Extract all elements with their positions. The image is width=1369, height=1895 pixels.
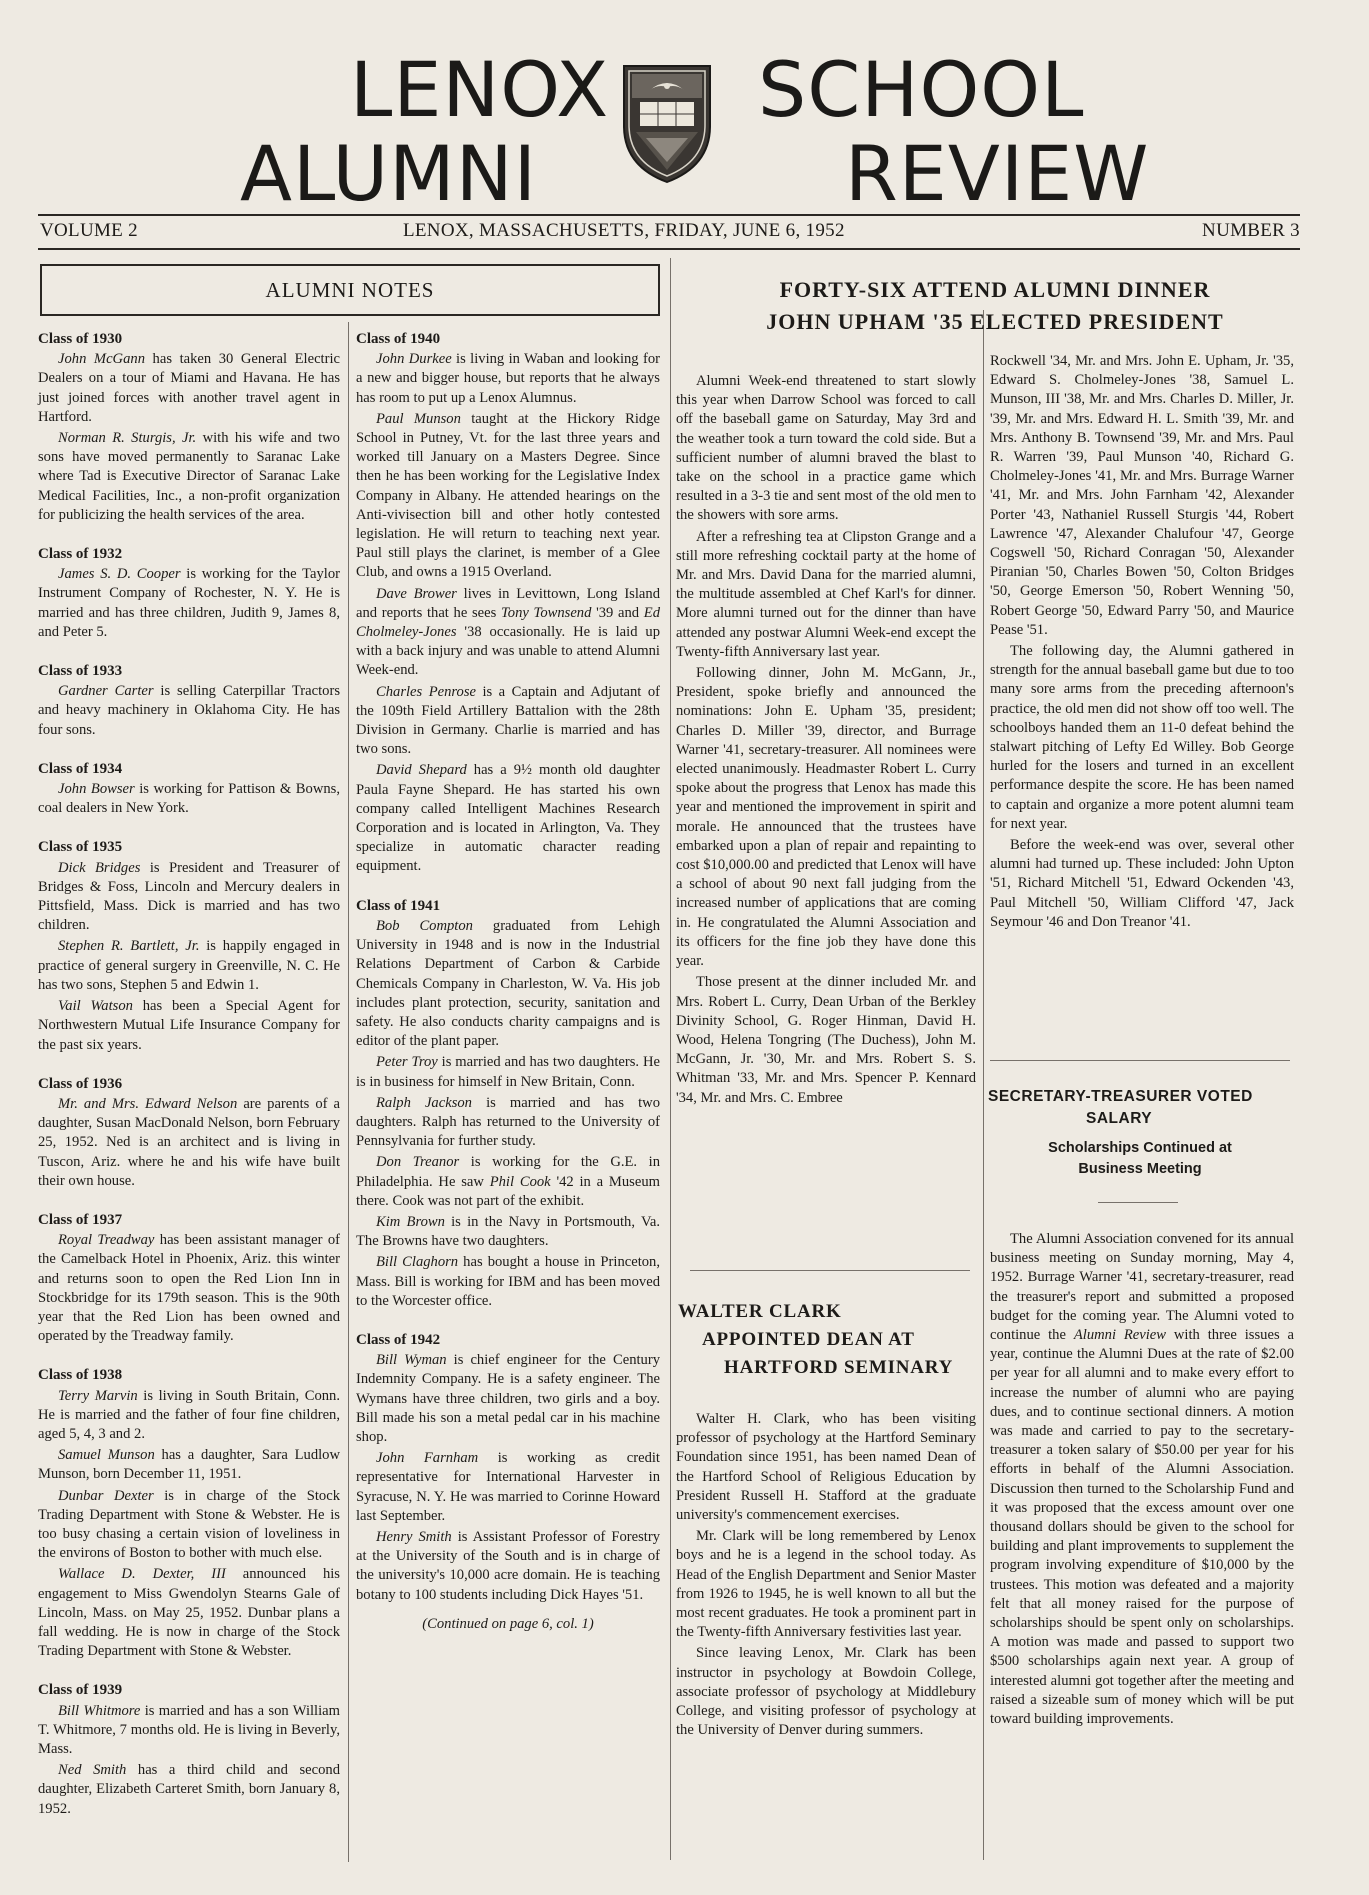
note-text: announced his engagement to Miss Gwendolyn Stearns Gale of Lincoln, Mass. on May 25, 1952. Dunbar plans a fall wedding. He is now in charge of the Stock Trading Department with Stone & Webster. (38, 1566, 340, 1660)
alumnus-name: David Shepard (376, 762, 467, 779)
class-heading: Class of 1939 (38, 1682, 123, 1699)
article-paragraph: The following day, the Alumni gathered in strength for the annual baseball game but due to too many sore arms from the preceding afternoon's practice, the old men did not show off too well. The schoolboys handed them an 11-0 defeat behind the stalwart pitching of Lefty Ed Willey. Bob George hurled for the losers and turned in an excellent performance despite the score. He has been named to captain and organize a more potent alumni team for next year. (990, 643, 1294, 832)
article-paragraph: Those present at the dinner included Mr. and Mrs. Robert L. Curry, Dean Urban of the Berkley Divinity School, G. Roger Hinman, David H. Wood, Helena Tongring (The Duchess), John M. McGann, Jr. '30, Mr. and Mrs. Robert S. S. Whitman '33, Mr. and Mrs. Spencer P. Kennard '34, Mr. and Mrs. C. Embree (676, 974, 976, 1106)
dateline (38, 214, 1300, 250)
alumnus-name: Bill Claghorn (376, 1254, 459, 1271)
place-date: LENOX, MASSACHUSETTS, FRIDAY, JUNE 6, 1952 (403, 220, 845, 241)
masthead-school: SCHOOL (758, 45, 1085, 134)
class-heading: Class of 1936 (38, 1075, 123, 1092)
masthead-lenox: LENOX (350, 45, 610, 134)
class-heading: Class of 1940 (356, 331, 441, 347)
note-text: is married and has a son William T. Whitmore, 7 months old. He is living in Beverly, Mass. (38, 1702, 340, 1757)
note-paragraph (356, 1053, 660, 1091)
continued-text: (Continued on page 6, col. 1) (422, 1615, 594, 1632)
alumnus-name: John Durkee (376, 351, 452, 368)
alumnus-name: Ed Cholmeley-Jones (356, 604, 660, 641)
note-text: is married and has two daughters. Ralph has returned to the University of Pennsylvania for further study. (356, 1094, 660, 1150)
alumnus-name: Paul Munson (376, 410, 461, 427)
article-text: The Alumni Association convened for its annual business meeting on Sunday morning, May 4, 1952. Burrage Warner '41, secretary-treasurer, read the treasurer's report and submitted a proposed budget for the coming year. The Alumni voted to continue the (990, 1231, 1294, 1344)
alumnus-name: John McGann (58, 351, 145, 368)
alumnus-name: Royal Treadway (58, 1232, 155, 1249)
notes-column-2 (356, 330, 660, 1634)
headline-line-2: JOHN UPHAM '35 ELECTED PRESIDENT (766, 309, 1224, 334)
note-paragraph (38, 1095, 340, 1191)
alumnus-name: Kim Brown (376, 1213, 445, 1230)
class-heading: Class of 1942 (356, 1331, 441, 1348)
clark-head-line-1: WALTER CLARK (678, 1301, 842, 1322)
note-paragraph (38, 682, 340, 740)
note-text: with his wife and two sons have moved permanently to Saranac Lake where Tad is Executive Director of Saranac Lake Medical Facilities, Inc., a non-profit organization for publicizing the health services of the area. (38, 430, 340, 523)
secretary-headline (988, 1086, 1300, 1130)
note-text: lives in Levittown, Long Island and reports that he sees (356, 585, 660, 621)
secretary-article (990, 1230, 1294, 1729)
note-text: is working for the Taylor Instrument Company of Rochester, N. Y. He is married and has three children, Judith 9, James 8, and Peter 5. (38, 566, 340, 640)
note-paragraph (356, 1528, 660, 1605)
note-text: is working for the G.E. in Philadelphia. He saw (356, 1154, 661, 1190)
note-text: '38 occasionally. He is laid up with a back injury and was unable to attend Alumni Week-end. (356, 624, 660, 679)
clark-head-line-3: HARTFORD SEMINARY (724, 1357, 954, 1378)
note-text: is living in South Britain, Conn. He is married and the father of four fine children, aged 5, 4, 3 and 2. (38, 1387, 341, 1442)
note-paragraph (38, 937, 340, 995)
alumnus-name: Bob Compton (376, 917, 473, 934)
note-paragraph (38, 429, 340, 525)
note-text: are parents of a daughter, Susan MacDonald Nelson, born February 25, 1952. Ned is an architect and is living in Tuscon, Ariz. where he and his wife have built their own house. (38, 1095, 341, 1189)
note-paragraph (38, 1565, 340, 1661)
alumnus-name: Norman R. Sturgis, Jr. (58, 430, 197, 447)
note-text: has been a Special Agent for Northwestern Mutual Life Insurance Company for the past six years. (38, 998, 340, 1053)
class-heading: Class of 1941 (356, 897, 441, 914)
note-paragraph (356, 350, 660, 408)
alumnus-name: Henry Smith (376, 1528, 452, 1545)
note-paragraph (356, 917, 660, 1051)
clark-article (676, 1410, 976, 1740)
alumnus-name: Peter Troy (376, 1054, 438, 1071)
alumni-notes-header (40, 264, 660, 316)
article-paragraph: Walter H. Clark, who has been visiting professor of psychology at the Hartford Seminary Foundation since 1951, has been named Dean of the Hartford School of Religious Education by President Russell H. Stafford at the graduate university's commencement exercises. (676, 1411, 976, 1524)
issue-number: NUMBER 3 (1202, 220, 1300, 241)
note-text: '42 in a Museum there. Cook was not part of the exhibit. (356, 1173, 660, 1209)
note-text: is happily engaged in practice of general surgery in Greenville, N. C. He has two sons, Stephen 5 and Edwin 1. (38, 938, 340, 993)
section-divider (990, 1060, 1290, 1061)
alumnus-name: James S. D. Cooper (58, 566, 181, 583)
note-text: taught at the Hickory Ridge School in Putney, Vt. for the last three years and worked till January on a Masters Degree. Since then he has been working for the Legislative Index Company in Albany. He attended hearings on the Anti-vivisection bill and other hotly contested legislation. He will return to teaching next year. Paul still plays the clarinet, is member of a Glee Club, and owns a 1915 Overland. (356, 410, 660, 581)
notes-column-1 (38, 330, 340, 1819)
note-paragraph (38, 1761, 340, 1819)
note-text: has a 9½ month old daughter Paula Fayne Shepard. He has started his own company called Intelligent Machines Research Corporation and is located in Arlington, Va. They specialize in automatic character reading equipment. (356, 762, 660, 875)
note-text: has taken 30 General Electric Dealers on a tour of Miami and Havana. He has just joined forces with another travel agent in Hartford. (38, 351, 340, 425)
note-text: is President and Treasurer of Bridges & Foss, Lincoln and Mercury dealers in Pittsfield, Mass. Dick is married and has two children. (38, 859, 340, 934)
alumnus-name: Bill Whitmore (58, 1702, 141, 1719)
article-paragraph: Mr. Clark will be long remembered by Lenox boys and he is a legend in the school today. As Head of the English Department and Senior Master from 1926 to 1945, he is well known to all but the most recent graduates. He took a prominent part in the Twenty-fifth Anniversary festivities last year. (676, 1528, 976, 1641)
note-paragraph (38, 1487, 340, 1564)
secretary-head-line-2: SALARY (1086, 1110, 1153, 1127)
note-text: has a daughter, Sara Ludlow Munson, born December 11, 1951. (38, 1447, 341, 1483)
alumnus-name: John Bowser (58, 781, 135, 798)
article-paragraph: Before the week-end was over, several other alumni had turned up. These included: John Upton '51, Richard Mitchell '51, Edward Ockenden '43, Paul Mitchell '50, William Clifford '47, Jack Seymour '46 and Don Treanor '41. (990, 837, 1294, 930)
note-text: is working for Pattison & Bowns, coal dealers in New York. (38, 781, 340, 817)
alumnus-name: Dunbar Dexter (58, 1487, 154, 1504)
alumnus-name: Terry Marvin (58, 1387, 138, 1404)
alumnus-name: Phil Cook (489, 1173, 551, 1190)
note-paragraph (356, 1351, 660, 1447)
note-paragraph (356, 585, 660, 681)
section-divider (690, 1270, 970, 1271)
class-heading: Class of 1932 (38, 546, 123, 563)
article-paragraph: After a refreshing tea at Clipston Grange and a still more refreshing cocktail party at the home of Mr. and Mrs. David Dana for the married alumni, the multitude assembled at Chef Karl's for dinner. More alumni turned out for the dinner than have attended any postwar Alumni Week-end except the Twenty-fifth Anniversary last year. (676, 528, 976, 660)
article-text: with three issues a year, continue the Alumni Dues at the rate of $2.00 per year for all alumni and to make every effort to increase the number of alumni who are paying dues, and to continue sectional dinners. A motion was made and carried to pay to the secretary-treasurer a token salary of $50.00 per year for his efforts in behalf of the Alumni Association. Discussion then turned to the Scholarship Fund and it was proposed that the excess amount over one thousand dollars should be given to the school for building and plant improvements to supplement the program involving expenditure of $10,000 by the trustees. This motion was defeated and a majority felt that all money raised for the purpose of scholarships should be spent only on scholarships. A motion was made and passed to support two $500 scholarships again next year. A group of interested alumni got together after the meeting and raised a sizeable sum of money which will be put toward building improvements. (990, 1327, 1294, 1728)
column-rule (348, 322, 349, 1862)
note-text: graduated from Lehigh University in 1948 and is now in the Industrial Relations Department of Carbon & Carbide Chemicals Company in Charleston, W. Va. His job includes plant protection, security, sanitation and safety. He also conducts charity campaigns and is editor of the plant paper. (356, 917, 661, 1050)
note-text: is working as credit representative for International Harvester in Syracuse, N. Y. He was married to Corinne Howard last September. (356, 1450, 660, 1524)
headline-line-1: FORTY-SIX ATTEND ALUMNI DINNER (779, 277, 1211, 302)
note-paragraph (38, 1231, 340, 1346)
alumni-notes-title: ALUMNI NOTES (265, 278, 435, 302)
dinner-article-col-1 (676, 372, 976, 1108)
masthead-alumni: ALUMNI (240, 129, 538, 218)
note-text: has been assistant manager of the Camelback Hotel in Phoenix, Ariz. this winter and returns soon to open the Red Lion Inn in Stockbridge for its 179th season. This is the 90th year that the Red Lion has been owned and operated by the Treadway family. (38, 1232, 341, 1345)
alumnus-name: Wallace D. Dexter, III (58, 1566, 226, 1583)
secretary-subhead (990, 1138, 1290, 1180)
clark-headline (676, 1298, 986, 1382)
article-paragraph (990, 1230, 1294, 1729)
masthead-review: REVIEW (845, 129, 1150, 218)
note-text: is chief engineer for the Century Indemnity Company. He is a safety engineer. The Wymans have three children, two girls and a boy. Bill made his son a metal pedal car in his machine shop. (356, 1352, 660, 1445)
volume-label: VOLUME 2 (40, 220, 138, 241)
note-paragraph (38, 1446, 340, 1484)
secretary-sub-line-2: Business Meeting (1078, 1161, 1202, 1177)
class-heading: Class of 1934 (38, 760, 123, 777)
dinner-headline (690, 274, 1300, 338)
school-crest-icon (618, 62, 716, 184)
article-paragraph: Following dinner, John M. McGann, Jr., President, spoke briefly and announced the nominations: John E. Upham '35, president; Charles D. Miller '39, director, and Burrage Warner '41, secretary-treasurer. All nominees were elected unanimously. Headmaster Robert L. Curry spoke about the progress that Lenox has made this year and mentioned the improvement in spirit and morale. He announced that the trustees have embarked upon a plan of repair and repainting to cost $10,000.00 and predicted that Lenox will have a school of about 90 next fall judging from the increased number of applications that are coming in. He congratulated the Alumni Association and its officers for the fine job they have done this year. (676, 665, 976, 970)
column-rule (670, 258, 671, 1860)
note-paragraph (356, 1153, 660, 1211)
note-text: is a Captain and Adjutant of the 109th Field Artillery Battalion with the 28th Division in Germany. Charlie is married and has two sons. (356, 683, 660, 758)
note-paragraph (38, 565, 340, 642)
note-paragraph (356, 410, 660, 583)
note-text: has a third child and second daughter, Elizabeth Carteret Smith, born January 8, 1952. (38, 1762, 340, 1817)
article-paragraph: Since leaving Lenox, Mr. Clark has been instructor in psychology at Bowdoin College, associate professor of psychology at Middlebury College, and visiting professor of psychology at the University of Denver during summers. (676, 1645, 976, 1739)
note-paragraph (356, 1253, 660, 1311)
note-paragraph (356, 683, 660, 760)
dinner-article-col-2 (990, 352, 1294, 932)
publication-name: Alumni Review (1073, 1327, 1167, 1344)
section-divider (1098, 1202, 1178, 1203)
alumnus-name: Dave Brower (376, 585, 457, 602)
alumnus-name: Samuel Munson (58, 1447, 155, 1464)
note-text: is in the Navy in Portsmouth, Va. The Browns have two daughters. (356, 1213, 660, 1250)
alumnus-name: Mr. and Mrs. Edward Nelson (58, 1095, 238, 1112)
note-paragraph (38, 350, 340, 427)
alumnus-name: Stephen R. Bartlett, Jr. (58, 938, 200, 955)
note-paragraph (38, 1387, 340, 1445)
class-heading: Class of 1938 (38, 1367, 123, 1384)
alumnus-name: Vail Watson (58, 998, 133, 1015)
alumnus-name: Gardner Carter (58, 683, 154, 700)
article-paragraph: Rockwell '34, Mr. and Mrs. John E. Upham, Jr. '35, Edward S. Cholmeley-Jones '38, Samuel L. Munson, III '38, Mr. and Mrs. Charles D. Miller, Jr. '39, Mr. and Mrs. Edward H. L. Smith '39, Mr. and Mrs. Anthony B. Townsend '39, Mr. and Mrs. Paul R. Warren '39, Paul Munson '40, Richard G. Cholmeley-Jones '41, Mr. and Mrs. Burrage Warner '41, Mr. and Mrs. John Farnham '42, Alexander Porter '43, Nathaniel Russell Sturgis '44, Robert Lawrence '47, Alexander Chalufour '47, George Cogswell '50, Richard Conragan '50, Alexander Piranian '50, Charles Bowen '50, Colton Bridges '50, George Emerson '50, Robert Wenning '50, Robert George '50, Edward Parry '50, and Maurice Pease '51. (990, 353, 1294, 638)
note-text: has bought a house in Princeton, Mass. Bill is working for IBM and has been moved to the Worcester office. (356, 1254, 660, 1309)
note-text: is living in Waban and looking for a new and bigger house, but reports that he always has room to put up a Lenox Alumnus. (356, 351, 660, 406)
note-paragraph (356, 761, 660, 876)
masthead (0, 0, 1369, 218)
note-paragraph (356, 1213, 660, 1251)
class-heading: Class of 1935 (38, 839, 123, 856)
secretary-head-line-1: SECRETARY-TREASURER VOTED (988, 1088, 1253, 1105)
class-heading: Class of 1933 (38, 663, 123, 680)
note-paragraph (38, 780, 340, 818)
note-paragraph (38, 997, 340, 1055)
alumnus-name: John Farnham (376, 1450, 479, 1467)
note-text: is in charge of the Stock Trading Department with Stone & Webster. He is too busy chasing a certain vision of loveliness in the environs of Boston to bother with much else. (38, 1487, 341, 1562)
note-text: is Assistant Professor of Forestry at the University of the South and is in charge of the university's 10,000 acre domain. He is teaching botany to 100 students including Dick Hayes '51. (356, 1528, 660, 1603)
note-paragraph (38, 859, 340, 936)
column-rule (983, 310, 984, 1860)
class-heading: Class of 1937 (38, 1211, 123, 1228)
secretary-sub-line-1: Scholarships Continued at (1048, 1140, 1232, 1156)
alumnus-name: Tony Townsend (501, 604, 592, 621)
note-paragraph (356, 1449, 660, 1526)
note-text: is married and has two daughters. He is in business for himself in New Britain, Conn. (356, 1054, 660, 1090)
note-paragraph (356, 1094, 660, 1152)
continued-note (356, 1615, 660, 1634)
note-text: is selling Caterpillar Tractors and heavy machinery in Oklahoma City. He has four sons. (38, 683, 340, 738)
alumnus-name: Ralph Jackson (376, 1094, 472, 1111)
alumnus-name: Ned Smith (58, 1762, 127, 1779)
article-paragraph: Alumni Week-end threatened to start slowly this year when Darrow School was forced to call off the baseball game on Saturday, May 3rd and the weather took a turn toward the cold side. But a sufficient number of alumni braved the blast to take on the school in a practice game which resulted in a 3-3 tie and sent most of the old men to the showers with sore arms. (676, 373, 976, 524)
alumnus-name: Charles Penrose (376, 683, 476, 700)
clark-head-line-2: APPOINTED DEAN AT (702, 1329, 915, 1350)
note-paragraph (38, 1702, 340, 1760)
alumnus-name: Bill Wyman (376, 1352, 447, 1369)
alumnus-name: Don Treanor (376, 1154, 460, 1171)
class-heading: Class of 1930 (38, 331, 123, 347)
alumnus-name: Dick Bridges (58, 859, 141, 876)
note-text: '39 and (591, 604, 644, 621)
